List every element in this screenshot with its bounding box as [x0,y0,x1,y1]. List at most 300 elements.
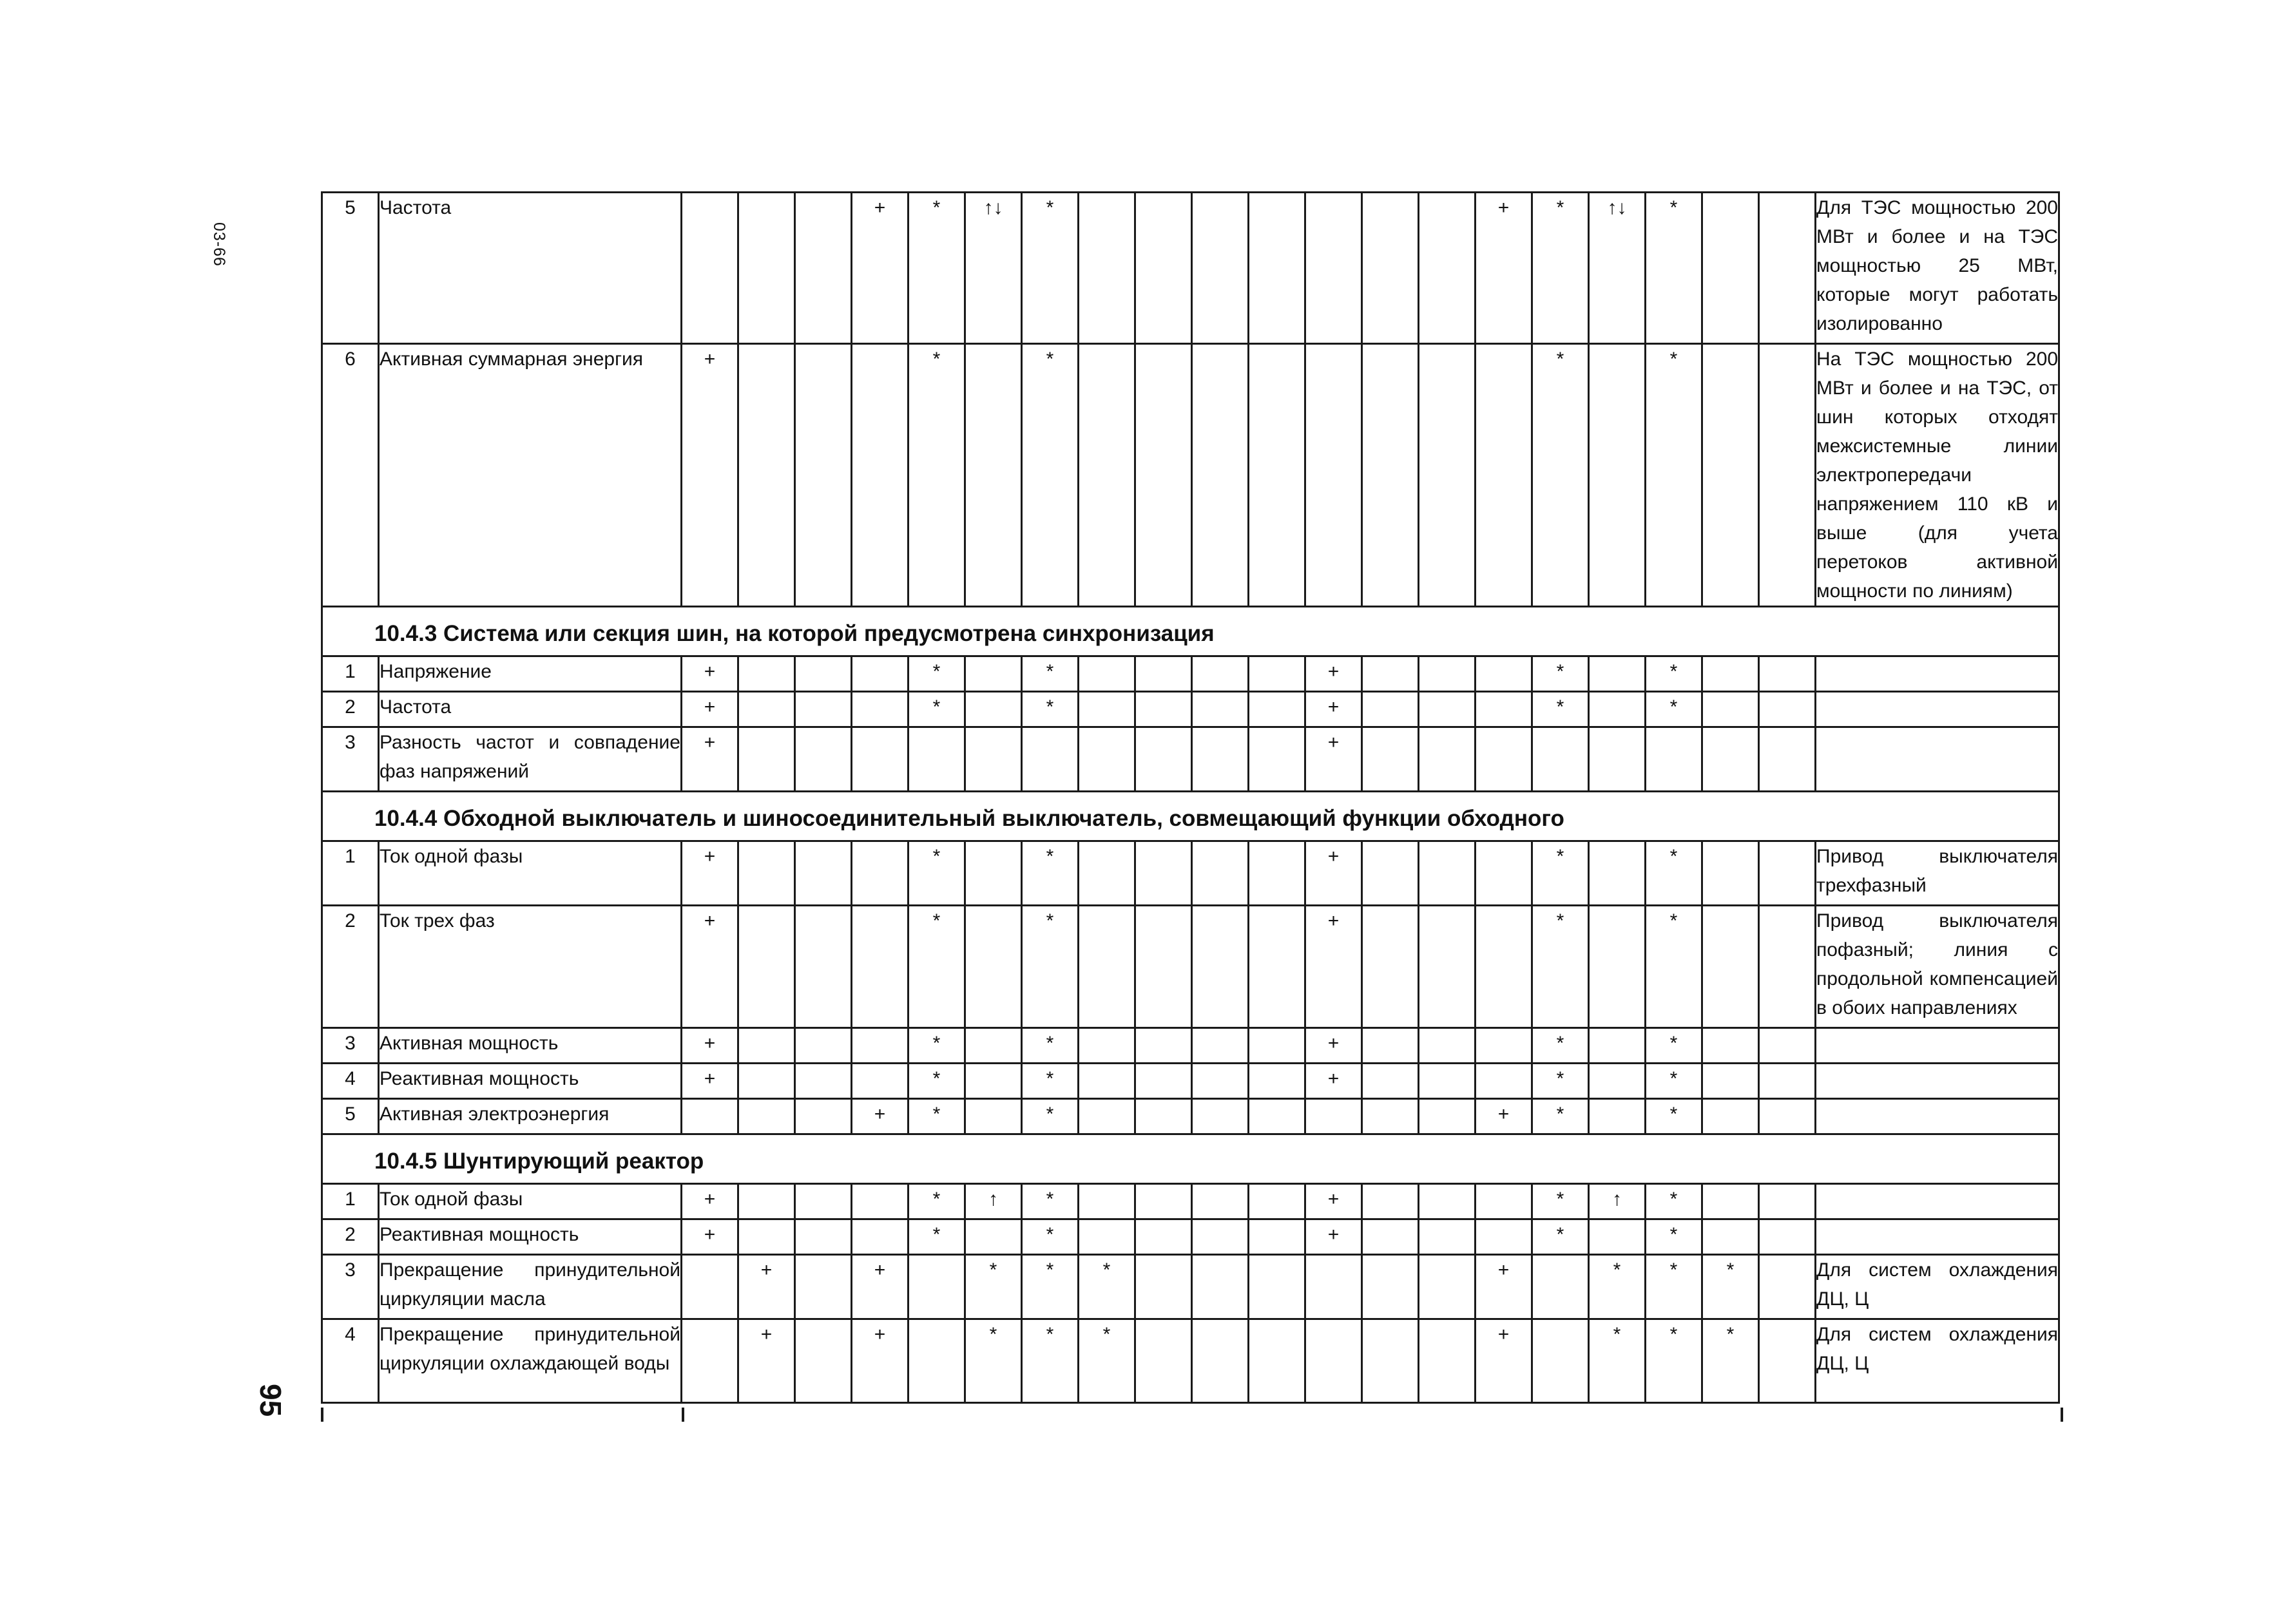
mark-cell [1079,1099,1135,1134]
mark-cell [1135,906,1192,1028]
mark-cell [1419,1219,1476,1255]
mark-cell [1362,193,1419,344]
section-header-row [322,1134,2059,1184]
mark-cell: * [1022,841,1079,906]
mark-cell [1476,841,1532,906]
table-row [322,1028,2059,1064]
note-cell [1816,1099,2059,1134]
mark-cell [1476,692,1532,727]
mark-cell: + [682,1064,738,1099]
mark-cell [852,1219,909,1255]
mark-cell [795,344,852,607]
mark-cell [1249,692,1305,727]
mark-cell [795,692,852,727]
mark-cell [1249,1255,1305,1319]
mark-cell: + [682,1219,738,1255]
mark-cell: * [1022,193,1079,344]
mark-cell [965,344,1022,607]
mark-cell [965,841,1022,906]
mark-cell [1135,692,1192,727]
mark-cell [852,1028,909,1064]
mark-cell: * [1022,1099,1079,1134]
parameter-name: Частота [379,193,682,344]
mark-cell [1702,1028,1759,1064]
mark-cell: * [1646,1099,1702,1134]
parameter-name: Напряжение [379,656,682,692]
mark-cell [1419,727,1476,792]
mark-cell: + [682,906,738,1028]
mark-cell [1249,1099,1305,1134]
mark-cell: ↑ [1589,1184,1646,1219]
mark-cell [1192,906,1249,1028]
note-cell: Привод выключателя трехфазный [1816,841,2059,906]
mark-cell: * [909,1219,965,1255]
mark-cell: + [1305,1028,1362,1064]
mark-cell [1362,727,1419,792]
mark-cell [965,906,1022,1028]
mark-cell [1362,1319,1419,1403]
mark-cell: + [682,1028,738,1064]
mark-cell [965,1219,1022,1255]
mark-cell [1079,1064,1135,1099]
mark-cell [1305,1255,1362,1319]
mark-cell: + [1476,1099,1532,1134]
mark-cell [1362,1184,1419,1219]
note-cell: Для ТЭС мощностью 200 МВт и более и на ТЭС мощностью 25 МВт, которые могут работать изолированно [1816,193,2059,344]
mark-cell [1759,1219,1816,1255]
mark-cell [795,841,852,906]
row-number: 3 [322,727,379,792]
mark-cell: + [1476,193,1532,344]
mark-cell: * [1646,1064,1702,1099]
mark-cell [1079,692,1135,727]
mark-cell: * [1589,1255,1646,1319]
mark-cell: * [1646,692,1702,727]
mark-cell [1305,344,1362,607]
mark-cell [1362,1219,1419,1255]
section-header-row [322,607,2059,656]
mark-cell [738,193,795,344]
mark-cell: * [1532,1099,1589,1134]
mark-cell [738,692,795,727]
mark-cell [965,727,1022,792]
mark-cell [738,1099,795,1134]
mark-cell [1249,727,1305,792]
mark-cell [1702,193,1759,344]
mark-cell [1532,727,1589,792]
mark-cell: * [1646,841,1702,906]
mark-cell: ↑↓ [965,193,1022,344]
mark-cell: * [1022,1184,1079,1219]
mark-cell: + [1476,1255,1532,1319]
mark-cell: * [1532,1219,1589,1255]
mark-cell [1759,1099,1816,1134]
mark-cell: * [1079,1255,1135,1319]
mark-cell: * [909,1028,965,1064]
row-number: 5 [322,1099,379,1134]
mark-cell [1079,906,1135,1028]
mark-cell [1192,692,1249,727]
mark-cell [1532,1319,1589,1403]
mark-cell [1419,344,1476,607]
mark-cell: * [1532,906,1589,1028]
parameter-name: Активная суммарная энергия [379,344,682,607]
mark-cell: * [1646,1255,1702,1319]
table-row [322,656,2059,692]
mark-cell [1079,1184,1135,1219]
mark-cell [1135,1028,1192,1064]
parameter-name: Ток трех фаз [379,906,682,1028]
mark-cell [1759,1255,1816,1319]
mark-cell: * [909,344,965,607]
mark-cell [795,906,852,1028]
mark-cell [1135,656,1192,692]
mark-cell: * [909,656,965,692]
mark-cell [738,727,795,792]
table-row [322,1255,2059,1319]
measurement-table [321,191,2060,1404]
mark-cell [1589,1219,1646,1255]
mark-cell [1589,1064,1646,1099]
mark-cell: * [1646,193,1702,344]
mark-cell: * [1646,1319,1702,1403]
mark-cell: * [1646,1028,1702,1064]
note-cell: На ТЭС мощностью 200 МВт и более и на ТЭС, от шин которых отходят межсистемные линии электропередачи напряжением 110 кВ и выше (для учета перетоков активной мощности по линиям) [1816,344,2059,607]
mark-cell [1589,841,1646,906]
document-code: 03-66 [210,222,229,267]
mark-cell [1135,1219,1192,1255]
mark-cell: * [1589,1319,1646,1403]
mark-cell [1192,1255,1249,1319]
mark-cell [965,692,1022,727]
mark-cell [795,1099,852,1134]
mark-cell: * [1532,1028,1589,1064]
mark-cell [1702,656,1759,692]
mark-cell: * [909,1099,965,1134]
mark-cell [1249,193,1305,344]
mark-cell [1192,1028,1249,1064]
mark-cell [1419,656,1476,692]
section-header-row [322,792,2059,841]
mark-cell: + [1305,906,1362,1028]
table-row [322,1319,2059,1403]
parameter-name: Прекращение принудительной циркуляции охлаждающей воды [379,1319,682,1403]
table-row [322,841,2059,906]
note-cell [1816,656,2059,692]
table-row [322,906,2059,1028]
mark-cell [1646,727,1702,792]
mark-cell: * [1532,1064,1589,1099]
mark-cell [1079,1028,1135,1064]
mark-cell [1476,1028,1532,1064]
mark-cell: * [965,1319,1022,1403]
note-cell: Для систем охлаждения ДЦ, Ц [1816,1319,2059,1403]
mark-cell [1419,906,1476,1028]
mark-cell [1249,1028,1305,1064]
mark-cell [852,692,909,727]
parameter-name: Частота [379,692,682,727]
parameter-name: Разность частот и совпадение фаз напряжений [379,727,682,792]
mark-cell: * [1022,1028,1079,1064]
mark-cell [1362,1099,1419,1134]
mark-cell: * [1022,344,1079,607]
mark-cell [1759,1064,1816,1099]
section-title: 10.4.3 Система или секция шин, на которой предусмотрена синхронизация [322,607,2059,656]
mark-cell [852,1064,909,1099]
parameter-name: Ток одной фазы [379,1184,682,1219]
mark-cell: * [1646,906,1702,1028]
mark-cell [1022,727,1079,792]
mark-cell [1476,344,1532,607]
mark-cell: + [1305,841,1362,906]
mark-cell [1702,1099,1759,1134]
mark-cell [1419,1064,1476,1099]
mark-cell [1192,1319,1249,1403]
row-number: 6 [322,344,379,607]
mark-cell: * [1702,1255,1759,1319]
mark-cell [1759,1184,1816,1219]
mark-cell [965,1099,1022,1134]
mark-cell [1079,727,1135,792]
mark-cell [1589,1028,1646,1064]
mark-cell [1759,841,1816,906]
mark-cell [1419,1184,1476,1219]
table-row [322,193,2059,344]
parameter-name: Реактивная мощность [379,1219,682,1255]
mark-cell [1135,1184,1192,1219]
row-number: 1 [322,656,379,692]
mark-cell [1759,193,1816,344]
table-row [322,1184,2059,1219]
mark-cell [795,193,852,344]
mark-cell: + [1305,1219,1362,1255]
row-number: 1 [322,841,379,906]
table-row [322,727,2059,792]
page-number: 95 [254,1384,287,1417]
mark-cell [1362,1064,1419,1099]
mark-cell [1079,656,1135,692]
row-number: 3 [322,1255,379,1319]
mark-cell: + [682,656,738,692]
mark-cell: + [1305,1064,1362,1099]
mark-cell [738,656,795,692]
mark-cell: * [1646,1219,1702,1255]
mark-cell [795,1219,852,1255]
mark-cell [1419,1319,1476,1403]
mark-cell [1589,656,1646,692]
mark-cell [738,1184,795,1219]
mark-cell [738,344,795,607]
mark-cell: * [1022,1255,1079,1319]
mark-cell [1135,1255,1192,1319]
mark-cell [795,656,852,692]
mark-cell [1192,841,1249,906]
mark-cell [795,1319,852,1403]
mark-cell [1759,1319,1816,1403]
mark-cell: * [1532,344,1589,607]
mark-cell: + [682,692,738,727]
mark-cell [1135,1319,1192,1403]
mark-cell [682,1255,738,1319]
note-cell: Для систем охлаждения ДЦ, Ц [1816,1255,2059,1319]
mark-cell [1362,1028,1419,1064]
mark-cell [965,656,1022,692]
mark-cell: * [1022,692,1079,727]
mark-cell [1362,1255,1419,1319]
mark-cell: + [682,727,738,792]
mark-cell [1305,1319,1362,1403]
mark-cell [1192,1219,1249,1255]
mark-cell: * [1646,1184,1702,1219]
mark-cell [738,1028,795,1064]
mark-cell [1305,193,1362,344]
mark-cell [909,1319,965,1403]
mark-cell: + [1476,1319,1532,1403]
mark-cell [852,906,909,1028]
mark-cell: * [1022,1064,1079,1099]
mark-cell: + [682,1184,738,1219]
mark-cell [1419,1099,1476,1134]
mark-cell [1079,841,1135,906]
mark-cell [1249,656,1305,692]
mark-cell [795,1028,852,1064]
row-number: 4 [322,1319,379,1403]
mark-cell [852,727,909,792]
mark-cell: * [909,1184,965,1219]
mark-cell: * [1646,656,1702,692]
mark-cell [795,1255,852,1319]
mark-cell [1079,1219,1135,1255]
mark-cell [1476,906,1532,1028]
row-number: 2 [322,906,379,1028]
note-cell [1816,1064,2059,1099]
parameter-name: Ток одной фазы [379,841,682,906]
mark-cell [1589,344,1646,607]
row-number: 4 [322,1064,379,1099]
mark-cell [1079,193,1135,344]
mark-cell: * [1702,1319,1759,1403]
mark-cell [1249,344,1305,607]
mark-cell: + [852,1319,909,1403]
mark-cell [1362,692,1419,727]
table-row [322,1064,2059,1099]
mark-cell [1419,193,1476,344]
mark-cell [1192,344,1249,607]
mark-cell [1135,193,1192,344]
mark-cell [1305,1099,1362,1134]
mark-cell [1759,692,1816,727]
mark-cell: * [909,193,965,344]
mark-cell [1249,841,1305,906]
mark-cell [1362,906,1419,1028]
mark-cell [1476,656,1532,692]
mark-cell [852,344,909,607]
mark-cell [682,1319,738,1403]
mark-cell [909,727,965,792]
mark-cell: * [1079,1319,1135,1403]
mark-cell [1249,1319,1305,1403]
mark-cell [1759,727,1816,792]
mark-cell: * [1022,1219,1079,1255]
mark-cell: * [909,692,965,727]
mark-cell: * [1646,344,1702,607]
mark-cell [1759,1028,1816,1064]
mark-cell: + [1305,727,1362,792]
mark-cell [1192,727,1249,792]
mark-cell: + [852,193,909,344]
mark-cell [795,727,852,792]
mark-cell [1589,727,1646,792]
mark-cell [1192,1184,1249,1219]
mark-cell [738,1064,795,1099]
mark-cell [795,1184,852,1219]
mark-cell: + [1305,692,1362,727]
row-number: 1 [322,1184,379,1219]
mark-cell [1192,656,1249,692]
mark-cell [1192,193,1249,344]
mark-cell [1249,1064,1305,1099]
table-continuation-line [321,1408,323,1422]
mark-cell [1702,692,1759,727]
mark-cell: * [1022,1319,1079,1403]
mark-cell [852,656,909,692]
mark-cell: * [1532,841,1589,906]
mark-cell [1135,1064,1192,1099]
note-cell [1816,1184,2059,1219]
mark-cell: ↑↓ [1589,193,1646,344]
mark-cell [1702,344,1759,607]
mark-cell: + [738,1255,795,1319]
mark-cell [965,1064,1022,1099]
mark-cell: + [682,344,738,607]
mark-cell [1079,344,1135,607]
mark-cell [1759,656,1816,692]
mark-cell [1135,344,1192,607]
mark-cell [1135,841,1192,906]
parameter-name: Прекращение принудительной циркуляции масла [379,1255,682,1319]
mark-cell [1476,1219,1532,1255]
mark-cell: * [1532,1184,1589,1219]
mark-cell: * [1532,656,1589,692]
mark-cell [1702,841,1759,906]
mark-cell: + [1305,1184,1362,1219]
mark-cell [1362,656,1419,692]
mark-cell [738,841,795,906]
mark-cell: * [1022,906,1079,1028]
mark-cell [1532,1255,1589,1319]
section-title: 10.4.4 Обходной выключатель и шиносоединительный выключатель, совмещающий функции обходного [322,792,2059,841]
table-row [322,692,2059,727]
mark-cell [909,1255,965,1319]
section-title: 10.4.5 Шунтирующий реактор [322,1134,2059,1184]
mark-cell [1702,1184,1759,1219]
mark-cell [1702,727,1759,792]
mark-cell: * [1532,193,1589,344]
mark-cell [1476,1064,1532,1099]
mark-cell [1759,906,1816,1028]
mark-cell: * [965,1255,1022,1319]
table-row [322,1219,2059,1255]
mark-cell [1702,906,1759,1028]
mark-cell: + [852,1255,909,1319]
mark-cell [1589,692,1646,727]
mark-cell: * [909,1064,965,1099]
row-number: 2 [322,1219,379,1255]
mark-cell [1249,1184,1305,1219]
mark-cell [1702,1219,1759,1255]
table-row [322,1099,2059,1134]
mark-cell: * [1022,656,1079,692]
